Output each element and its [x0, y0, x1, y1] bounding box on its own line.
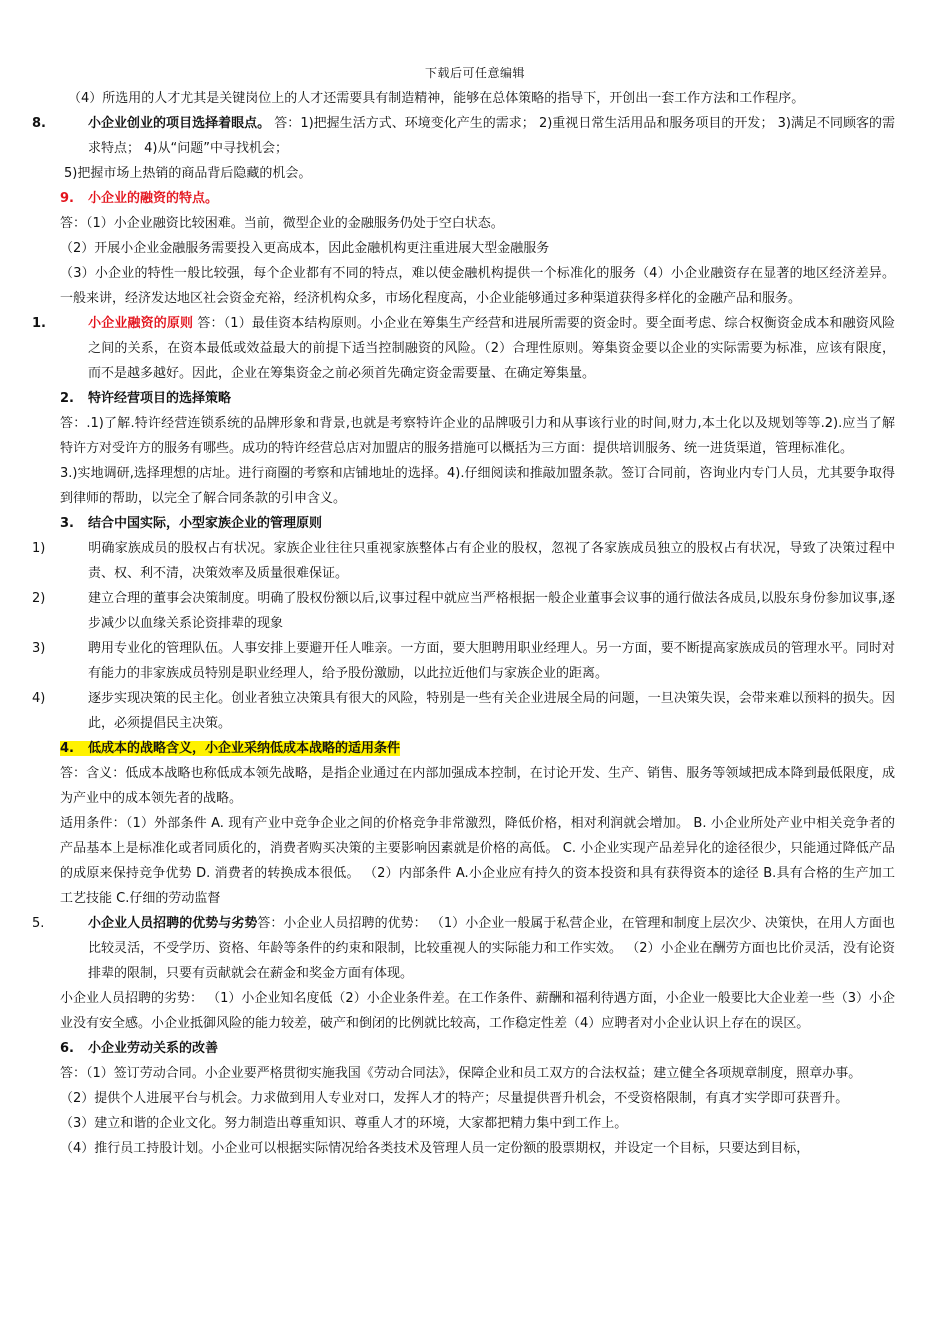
list-text: 聘用专业化的管理队伍。人事安排上要避开任人唯亲。一方面，要大胆聘用职业经理人。另一方面，要不断提高家族成员的管理水平。同时对有能力的非家族成员特别是职业经理人，给予股份激励，以此拉近他们与家族企业的距离。: [88, 641, 895, 681]
list-item: [32, 586, 895, 636]
item-title: 特许经营项目的选择策略: [88, 391, 232, 406]
section-title: 小企业的融资的特点。: [88, 191, 219, 206]
item-1: [32, 311, 895, 386]
section-9: [60, 186, 895, 211]
item-4: [60, 736, 895, 761]
paragraph: （2）提供个人进展平台与机会。力求做到用人专业对口，发挥人才的特产；尽量提供晋升机会，不受资格限制，有真才实学即可获晋升。: [60, 1091, 849, 1106]
section-body: 答：1)把握生活方式、环境变化产生的需求； 2)重视日常生活用品和服务项目的开发； 3)满足不同顾客的需求特点； 4)从“问题”中寻找机会；: [88, 116, 895, 156]
list-item: [32, 686, 895, 736]
list-text: 建立合理的董事会决策制度。明确了股权份额以后,议事过程中就应当严格根据一般企业董事会议事的通行做法各成员,以股东身份参加议事,逐步减少以血缘关系论资排辈的现象: [88, 591, 895, 631]
item-2: [60, 386, 895, 411]
item-body: 答：小企业人员招聘的优势： （1）小企业一般属于私营企业，在管理和制度上层次少、决策快，在用人方面也比较灵活，不受学历、资格、年龄等条件的约束和限制，比较重视人的实际能力和工作实效。 （2）小企业在酬劳方面也比价灵活，没有论资排辈的限制，只要有贡献就会在薪金和奖金方面有体现。: [88, 916, 895, 981]
paragraph: 适用条件：（1）外部条件 A. 现有产业中竞争企业之间的价格竞争非常激烈，降低价格，相对利润就会增加。 B. 小企业所处产业中相关竞争者的产品基本上是标准化或者同质化的，消费者购买决策的主要影响因素就是价格的高低。 C. 小企业实现产品差异化的途径很少，只能通过降低产品的成原来保持竞争优势 D. 消费者的转换成本很低。 （2）内部条件 A.小企业应有持久的资本投资和具有获得资本的途径 B.具有合格的生产加工工艺技能 C.仔细的劳动监督: [60, 816, 895, 906]
list-marker: 3): [32, 641, 46, 656]
list-text: 逐步实现决策的民主化。创业者独立决策具有很大的风险，特别是一些有关企业进展全局的问题，一旦决策失误，会带来难以预料的损失。因此，必须提倡民主决策。: [88, 691, 895, 731]
section-8: [32, 111, 895, 161]
paragraph: （4）所选用的人才尤其是关键岗位上的人才还需要具有制造精神，能够在总体策略的指导下，开创出一套工作方法和工作程序。: [68, 91, 805, 106]
page-header: 下载后可任意编辑: [424, 66, 525, 80]
item-number: 1.: [32, 316, 46, 331]
document-body: [32, 86, 895, 1161]
paragraph: 小企业人员招聘的劣势： （1）小企业知名度低（2）小企业条件差。在工作条件、薪酬和福利待遇方面，小企业一般要比大企业差一些（3）小企业没有安全感。小企业抵御风险的能力较差，破产和倒闭的比例就比较高，工作稳定性差（4）应聘者对小企业认识上存在的误区。: [60, 991, 895, 1031]
item-number: 2.: [60, 391, 74, 406]
item-title: 小企业融资的原则: [88, 316, 194, 331]
item-number: 4.: [60, 741, 74, 756]
paragraph: （2）开展小企业金融服务需要投入更高成本，因此金融机构更注重进展大型金融服务: [60, 241, 550, 256]
list-text: 明确家族成员的股权占有状况。家族企业往往只重视家族整体占有企业的股权，忽视了各家族成员独立的股权占有状况，导致了决策过程中责、权、利不清，决策效率及质量很难保证。: [88, 541, 895, 581]
list-item: [32, 636, 895, 686]
item-title: 小企业人员招聘的优势与劣势: [88, 916, 258, 931]
list-item: [32, 536, 895, 586]
item-title: 小企业劳动关系的改善: [88, 1041, 219, 1056]
section-number: 9.: [60, 191, 74, 206]
paragraph: （3）建立和谐的企业文化。努力制造出尊重知识、尊重人才的环境，大家都把精力集中到工作上。: [60, 1116, 628, 1131]
paragraph: 5)把握市场上热销的商品背后隐藏的机会。: [64, 166, 312, 181]
item-body: 答：（1）最佳资本结构原则。小企业在筹集生产经营和进展所需要的资金时。要全面考虑、综合权衡资金成本和融资风险之间的关系，在资本最低或效益最大的前提下适当控制融资的风险。（2）合理性原则。筹集资金要以企业的实际需要为标准，应该有限度，而不是越多越好。因此，企业在筹集资金之前必须首先确定资金需要量、在确定筹集量。: [88, 316, 895, 381]
paragraph: （3）小企业的特性一般比较强，每个企业都有不同的特点，难以使金融机构提供一个标准化的服务（4）小企业融资存在显著的地区经济差异。一般来讲，经济发达地区社会资金充裕，经济机构众多，市场化程度高，小企业能够通过多种渠道获得多样化的金融产品和服务。: [60, 266, 895, 306]
list-marker: 2): [32, 591, 46, 606]
item-number: 5.: [32, 916, 45, 931]
item-number: 3.: [60, 516, 74, 531]
item-number: 6.: [60, 1041, 74, 1056]
paragraph: 3.)实地调研,选择理想的店址。进行商圈的考察和店铺地址的选择。4).仔细阅读和推敲加盟条款。签订合同前，咨询业内专门人员，尤其要争取得到律师的帮助，以完全了解合同条款的引申含义。: [60, 466, 895, 506]
paragraph: 答：（1）签订劳动合同。小企业要严格贯彻实施我国《劳动合同法》，保障企业和员工双方的合法权益；建立健全各项规章制度，照章办事。: [60, 1066, 862, 1081]
item-6: [60, 1036, 895, 1061]
item-5: [32, 911, 895, 986]
section-number: 8.: [32, 116, 46, 131]
item-title: 结合中国实际，小型家族企业的管理原则: [88, 516, 323, 531]
section-title: 小企业创业的项目选择着眼点。: [88, 116, 271, 131]
list-marker: 1): [32, 541, 46, 556]
highlighted-heading: [60, 741, 400, 756]
paragraph: 答：含义：低成本战略也称低成本领先战略，是指企业通过在内部加强成本控制，在讨论开发、生产、销售、服务等领域把成本降到最低限度，成为产业中的成本领先者的战略。: [60, 766, 895, 806]
paragraph: 答：（1）小企业融资比较困难。当前，微型企业的金融服务仍处于空白状态。: [60, 216, 504, 231]
item-title: 低成本的战略含义，小企业采纳低成本战略的适用条件: [88, 741, 401, 756]
list-marker: 4): [32, 691, 46, 706]
paragraph: 答：.1)了解.特许经营连锁系统的品牌形象和背景,也就是考察特许企业的品牌吸引力和从事该行业的时间,财力,本土化以及规划等等.2).应当了解特许方对受许方的服务有哪些。成功的特许经营总店对加盟店的服务措施可以概括为三方面：提供培训服务、统一进货渠道，管理标准化。: [60, 416, 895, 456]
item-3: [60, 511, 895, 536]
paragraph: （4）推行员工持股计划。小企业可以根据实际情况给各类技术及管理人员一定份额的股票期权，并设定一个目标，只要达到目标，: [60, 1141, 810, 1156]
